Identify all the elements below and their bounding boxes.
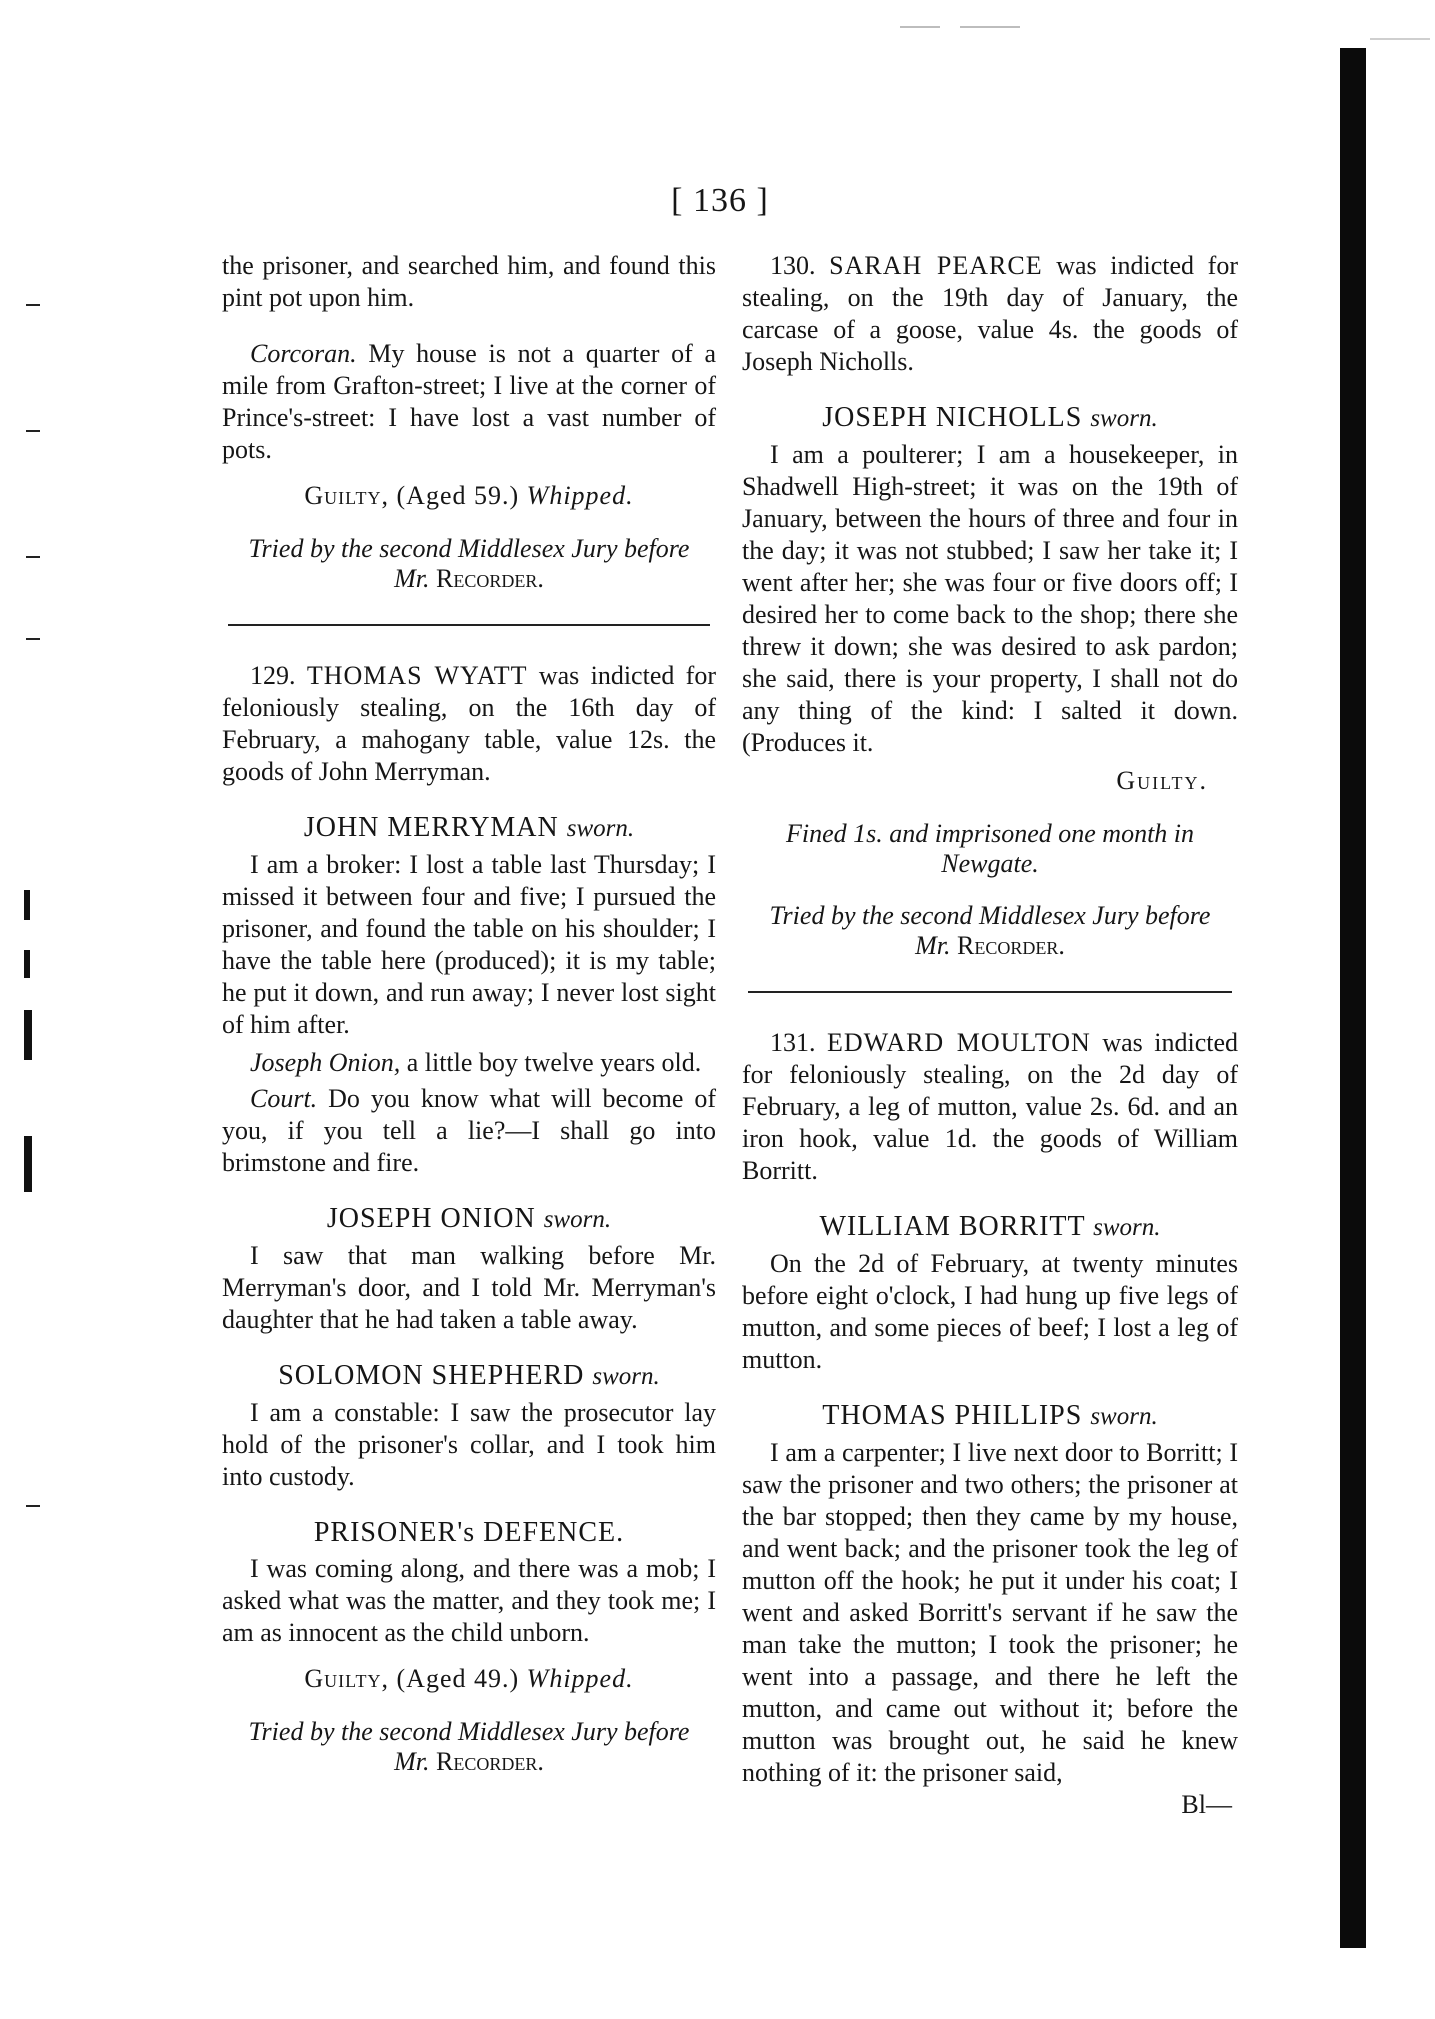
continuation-paragraph: the prisoner, and searched him, and found this pint pot upon him. bbox=[222, 251, 716, 312]
testimony-paragraph: I am a carpenter; I live next door to Borritt; I saw the prisoner and two others; the prisoner at the bar stopped; then they came by my house, and went back; and the prisoner took the leg of mutton off the hook; he put it under his coat; I went and asked Borritt's servant if he saw the man take the mutton; I took the prisoner; he went into a passage, and there he left the mutton, and came out without it; before the mutton was brought out, he said he knew nothing of it: the prisoner said, bbox=[742, 1438, 1238, 1787]
jury-mr: Mr. bbox=[915, 931, 951, 960]
witness-heading bbox=[222, 1203, 716, 1236]
witness-name: JOSEPH NICHOLLS bbox=[822, 402, 1091, 433]
jury-line: Tried by the second Middlesex Jury before bbox=[248, 534, 690, 563]
testimony-text: a little boy twelve years old. bbox=[400, 1048, 702, 1077]
case-heading-paragraph bbox=[222, 660, 716, 788]
sworn-label: sworn. bbox=[1090, 1403, 1158, 1430]
verdict-label: Guilty, bbox=[304, 1664, 390, 1693]
case-number: 130. bbox=[770, 251, 830, 280]
margin-mark bbox=[26, 1505, 40, 1507]
case-heading-paragraph bbox=[742, 250, 1238, 378]
margin-mark bbox=[26, 304, 40, 306]
indictment-text: was indicted for feloniously stealing, on the 2d day of February, a leg of mutton, value 2s. 6d. and an iron hook, value 1d. the goods of William Borritt. bbox=[742, 1028, 1239, 1185]
defence-heading: PRISONER's DEFENCE. bbox=[313, 1517, 625, 1548]
sworn-label: sworn. bbox=[1090, 405, 1158, 432]
catchword: Bl— bbox=[1181, 1790, 1232, 1819]
verdict-label: Guilty, bbox=[304, 481, 390, 510]
speaker-name: Corcoran. bbox=[250, 339, 357, 368]
margin-mark bbox=[24, 1136, 32, 1192]
jury-note bbox=[222, 1717, 716, 1777]
witness-heading bbox=[742, 402, 1238, 435]
sworn-label: sworn. bbox=[566, 815, 635, 842]
witness-heading bbox=[742, 1400, 1238, 1433]
indictment-text: was indicted for stealing, on the 19th day of January, the carcase of a goose, value 4s. the goods of Joseph Nicholls. bbox=[742, 251, 1238, 376]
speaker-name: Joseph Onion, bbox=[250, 1048, 401, 1077]
verdict-punishment: Whipped. bbox=[526, 1664, 634, 1693]
page-number: [ 136 ] bbox=[671, 182, 769, 219]
jury-recorder: Recorder. bbox=[950, 931, 1065, 960]
testimony-paragraph: I saw that man walking before Mr. Merryman's door, and I told Mr. Merryman's daughter that he had taken a table away. bbox=[222, 1241, 716, 1334]
verdict bbox=[222, 480, 716, 512]
witness-heading bbox=[222, 812, 716, 845]
margin-mark bbox=[26, 638, 40, 640]
jury-mr: Mr. bbox=[394, 1747, 430, 1776]
verdict-age: (Aged 49.) bbox=[389, 1664, 527, 1693]
testimony-paragraph: I am a constable: I saw the prosecutor lay hold of the prisoner's collar, and I took him into custody. bbox=[222, 1398, 716, 1491]
witness-name: SOLOMON SHEPHERD bbox=[278, 1360, 593, 1391]
jury-line: Tried by the second Middlesex Jury before bbox=[769, 901, 1211, 930]
testimony-text: Do you know what will become of you, if you tell a lie?—I shall go into brimstone and fire. bbox=[222, 1084, 716, 1177]
testimony-paragraph: I am a broker: I lost a table last Thursday; I missed it between four and five; I pursued the prisoner, and found the table on his shoulder; I have the table here (produced); it is my table; he put it down, and run away; I never lost sight of him after. bbox=[222, 850, 716, 1039]
jury-recorder: Recorder. bbox=[429, 1747, 544, 1776]
margin-mark bbox=[26, 430, 40, 432]
speaker-name: Court. bbox=[250, 1084, 318, 1113]
sworn-label: sworn. bbox=[1093, 1214, 1161, 1241]
case-heading-paragraph bbox=[742, 1027, 1238, 1187]
case-number: 131. bbox=[770, 1028, 827, 1057]
scan-noise bbox=[900, 26, 940, 28]
left-column bbox=[222, 250, 716, 1777]
indictment-text: was indicted for feloniously stealing, on the 16th day of February, a mahogany table, value 12s. the goods of John Merryman. bbox=[222, 661, 716, 786]
jury-line: Tried by the second Middlesex Jury before bbox=[248, 1717, 690, 1746]
defendant-name: SARAH PEARCE bbox=[829, 251, 1043, 280]
book-spine-shadow bbox=[1340, 48, 1366, 1948]
testimony-text: My house is not a quarter of a mile from Grafton-street; I live at the corner of Prince's-street: I have lost a vast number of pots. bbox=[222, 339, 716, 464]
jury-note bbox=[742, 901, 1238, 961]
jury-mr: Mr. bbox=[394, 564, 430, 593]
margin-mark bbox=[26, 556, 40, 558]
jury-note bbox=[222, 534, 716, 594]
testimony-paragraph bbox=[222, 1047, 716, 1079]
defence-paragraph: I was coming along, and there was a mob; I asked what was the matter, and they took me; I am as innocent as the child unborn. bbox=[222, 1554, 716, 1647]
witness-heading bbox=[222, 1360, 716, 1393]
verdict-age: (Aged 59.) bbox=[389, 481, 527, 510]
testimony-paragraph bbox=[222, 1083, 716, 1179]
witness-name: JOHN MERRYMAN bbox=[303, 812, 567, 843]
sworn-label: sworn. bbox=[543, 1206, 612, 1233]
verdict-label: Guilty. bbox=[1116, 766, 1208, 795]
testimony-paragraph: I am a poulterer; I am a housekeeper, in Shadwell High-street; it was on the 19th of January, between the hours of three and four in the day; it was not stubbed; I saw her take it; I went after her; she was four or five doors off; I desired her to come back to the shop; there she threw it down; she was desired to ask pardon; she said, there is your property, I shall not do any thing of the kind: I salted it down. (Produces it. bbox=[742, 440, 1238, 757]
witness-name: JOSEPH ONION bbox=[326, 1203, 544, 1234]
right-column bbox=[742, 250, 1238, 1821]
margin-mark bbox=[24, 950, 30, 978]
scan-noise bbox=[960, 26, 1020, 28]
defendant-name: EDWARD MOULTON bbox=[827, 1028, 1091, 1057]
verdict-punishment: Whipped. bbox=[526, 481, 634, 510]
sentence-line: Fined 1s. and imprisoned one month in bbox=[785, 819, 1195, 848]
sentence-note bbox=[742, 819, 1238, 879]
scan-noise bbox=[1370, 38, 1430, 40]
defendant-name: THOMAS WYATT bbox=[306, 661, 528, 690]
case-number: 129. bbox=[250, 661, 307, 690]
verdict bbox=[222, 1663, 716, 1695]
margin-mark bbox=[24, 890, 30, 920]
witness-name: THOMAS PHILLIPS bbox=[822, 1400, 1091, 1431]
margin-mark bbox=[24, 1010, 32, 1060]
section-divider bbox=[228, 624, 710, 626]
jury-recorder: Recorder. bbox=[429, 564, 544, 593]
testimony-paragraph: On the 2d of February, at twenty minutes before eight o'clock, I had hung up five legs of mutton, and some pieces of beef; I lost a leg of mutton. bbox=[742, 1249, 1238, 1374]
testimony-paragraph bbox=[222, 338, 716, 466]
sentence-line: Newgate. bbox=[941, 849, 1039, 878]
witness-name: WILLIAM BORRITT bbox=[819, 1211, 1094, 1242]
sworn-label: sworn. bbox=[592, 1363, 660, 1390]
section-divider bbox=[748, 991, 1232, 993]
witness-heading bbox=[742, 1211, 1238, 1244]
